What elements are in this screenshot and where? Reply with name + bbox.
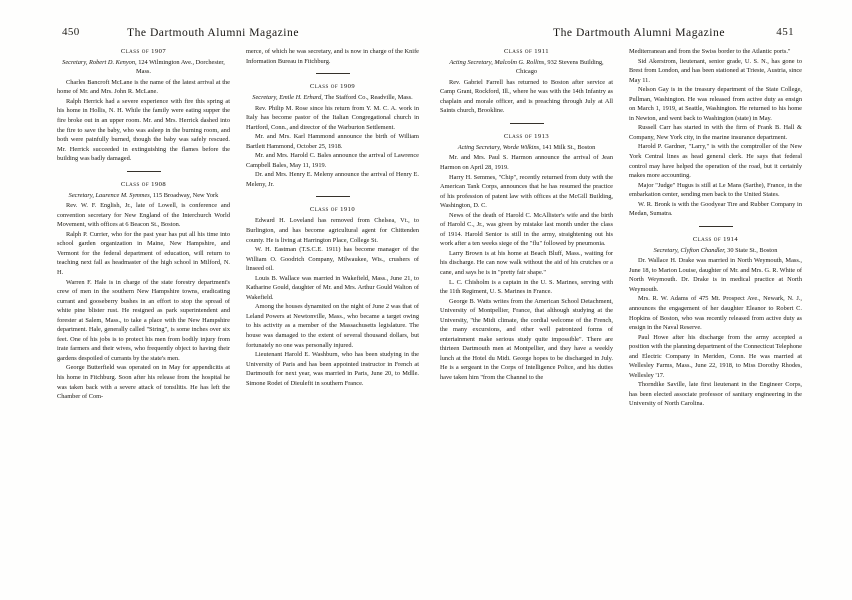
paragraph: Rev. Philip M. Rose since his return from Y. M. C. A. work in Italy has become pastor of the Italian Congregational church in Hartford, Conn., and director of the Warburton Settlement. (246, 104, 419, 131)
paragraph: Nelson Gay is in the treasury department of the State College, Pullman, Washington. He was released from active duty as ensign on March 1, 1919, at Seattle, Washington. He returned to his home in Newton, and went back to Washington (state) in May. (629, 86, 802, 122)
secretary-italic: Secretary, Laurence M. Symmes, (68, 191, 152, 199)
paragraph: Rev. W. F. English, Jr., late of Lowell, is conference and convention secretary for New England of the Interchurch World Movement, with offices at 6 Beacon St., Boston. (57, 202, 230, 229)
paragraph-continuation: Mediterranean and from the Swiss border to the Atlantic ports." (629, 48, 791, 55)
paragraph: Mr. and Mrs. Karl Hammond announce the birth of William Bartlett Hammond, October 25, 1918. (246, 133, 419, 150)
secretary-line-1908 (57, 191, 230, 200)
paragraph: Dr. and Mrs. Henry E. Meleny announce the arrival of Henry E. Meleny, Jr. (246, 171, 419, 188)
section-heading-1907: Class of 1907 (120, 48, 167, 55)
section-divider-rule (510, 123, 544, 124)
paragraph: News of the death of Harold C. McAllister's wife and the birth of Harold C., Jr., was given by mistake last month under the class of 1914. Harold Senior is still in the army, straightening out his work after a ten weeks siege of the "flu" followed by pneumonia. (440, 211, 613, 248)
left-page-columns (57, 47, 419, 586)
secretary-italic: Secretary, Emile H. Erhard, (252, 94, 323, 102)
section-divider-rule (316, 196, 350, 197)
magazine-title-left: The Dartmouth Alumni Magazine (127, 25, 299, 39)
paragraph: Mr. and Mrs. Harold C. Bales announce the arrival of Lawrence Campbell Bales, May 11, 1919. (246, 152, 419, 169)
paragraph: Mrs. R. W. Adams of 475 Mt. Prospect Ave., Newark, N. J., announces the engagement of her daughter Eleanor to Robert C. Hopkins of Boston, who was recently released from active duty as ensign in the Naval Reserve. (629, 295, 802, 332)
running-head-right (426, 24, 852, 40)
paragraph: Larry Brown is at his home at Beach Bluff, Mass., waiting for his discharge. He can now walk without the aid of his crutches or a cane, and says he is in "pretty fair shape." (440, 249, 613, 276)
secretary-roman: 932 Stevens Building, Chicago (515, 59, 604, 76)
column-4 (629, 47, 802, 586)
folio-right: 451 (776, 26, 794, 38)
section-divider-rule (699, 226, 733, 227)
paragraph: Dr. Wallace H. Drake was married in North Weymouth, Mass., June 18, to Marion Louise, daughter of Mr. and Mrs. G. R. White of North Weymouth. Dr. Drake is in medical practice at North Weymouth. (629, 257, 802, 293)
section-heading-1911: Class of 1911 (503, 48, 550, 55)
paragraph: Harold P. Gardner, "Larry," is with the comptroller of the New York Central lines as head general clerk. He says that federal control may have helped the operation of the road, but it certainly makes more accounting. (629, 143, 802, 180)
secretary-line-1914 (629, 246, 802, 255)
secretary-italic: Acting Secretary, Malcolm G. Rollins, (449, 59, 546, 66)
paragraph: Sid Akerstrom, lieutenant, senior grade, U. S. N., has gone to Brest from London, and has been stationed at Trieste, Austria, since May 11. (629, 57, 802, 84)
paragraph: Ralph P. Currier, who for the past year has put all his time into school garden organization in Maine, New Hampshire, and Vermont for the federal department of education, will return to teaching next fall as headmaster of the high school in Milford, N. H. (57, 230, 230, 276)
right-page-columns (440, 47, 806, 586)
secretary-roman: The Stafford Co., Readville, Mass. (322, 94, 413, 102)
paragraph: Louis B. Wallace was married in Wakefield, Mass., June 21, to Katharine Gould, daughter of Mr. and Mrs. Arthur Gould Walton of Wakefield. (246, 274, 419, 301)
running-head-left (0, 24, 426, 40)
paragraph: L. C. Chisholm is a captain in the U. S. Marines, serving with the 11th Regiment, U. S. Marines in France. (440, 278, 613, 296)
section-heading-1913: Class of 1913 (503, 133, 550, 140)
column-2 (246, 47, 419, 586)
secretary-line-1907 (57, 58, 230, 77)
section-divider-rule (127, 171, 161, 172)
paragraph: Russell Carr has started in with the firm of Frank B. Hall & Company, New York city, in the marine insurance department. (629, 124, 802, 141)
folio-left: 450 (62, 26, 80, 38)
section-divider-rule (316, 73, 350, 74)
paragraph: Edward H. Loveland has removed from Chelsea, Vt., to Burlington, and has become agricultural agent for Chittenden county. He is living at Harrington Place, College St. (246, 217, 419, 244)
paragraph: Mr. and Mrs. Paul S. Harmon announce the arrival of Jean Harmon on April 28, 1919. (440, 154, 613, 171)
secretary-roman: 141 Milk St., Boston (540, 144, 596, 151)
secretary-italic: Acting Secretary, Worde Wilkins, (457, 144, 541, 151)
paragraph: Warren F. Hale is in charge of the state forestry department's crew of men in the southern New Hampshire towns, eradicating currant and gooseberry bushes in an effort to stop the spread of white pine blister rust. He resigned as park superintendent and forester at Salem, Mass., to take a place with the New Hampshire department. Hale, generally called "String", is some inches over six feet. One of his jobs is to protect his men from bodily injury from irate farmers and their wives, who frequently object to having their gardens despoiled of currants by the state's men. (57, 278, 230, 362)
paragraph: George Butterfield was operated on in May for appendicitis at his home in Fitchburg. Soon after his release from the hospital he was taken back with a severe attack of tonsilitis. He has left the Chamber of Com- (57, 364, 230, 401)
secretary-roman: 115 Broadway, New York (151, 191, 219, 199)
section-heading-1914: Class of 1914 (692, 235, 739, 243)
paragraph: Paul Howe after his discharge from the army accepted a position with the planning department of the Connecticut Telephone and Electric Company in Meriden, Conn. He was married at Wellesley Farms, Mass., June 22, 1918, to Miss Dorothy Rhodes, Wellesley '17. (629, 333, 802, 379)
paragraph: Thorndike Saville, late first lieutenant in the Engineer Corps, has been elected associate professor of sanitary engineering in the University of North Carolina. (629, 381, 802, 408)
paragraph: Rev. Gabriel Farrell has returned to Boston after service at Camp Grant, Rockford, Ill., where he was with the 14th Infantry as chaplain and morale officer, and is preaching through July at All Saints church, Brookline. (440, 78, 613, 115)
column-3 (440, 47, 613, 586)
paragraph: W. H. Eastman (T.S.C.E. 1911) has become manager of the William O. Goodrich Company, Milwaukee, Wis., crushers of linseed oil. (246, 246, 419, 273)
section-heading-1910: Class of 1910 (309, 206, 356, 214)
paragraph: Charles Bancroft McLane is the name of the latest arrival at the home of Mr. and Mrs. John R. McLane. (57, 78, 230, 96)
column-1 (57, 47, 230, 586)
paragraph: Lieutenant Harold E. Washburn, who has been studying in the University of Paris and has been appointed instructor in French at Dartmouth for next year, was married in Paris, June 20, to Mdlle. Simone Rodet of Dieulefit in southern France. (246, 351, 419, 387)
paragraph-continuation: merce, of which he was secretary, and is now in charge of the Knife Information Bureau in Fitchburg. (246, 48, 419, 65)
paragraph: Major "Judge" Hugus is still at Le Mans (Sarthe), France, in the embarkation center, sending men back to the United States. (629, 181, 802, 199)
secretary-italic: Secretary, Clyfton Chandler, (653, 246, 726, 254)
section-heading-1909: Class of 1909 (309, 83, 356, 91)
paragraph: Harry H. Semmes, "Chip", recently returned from duty with the American Tank Corps, announces that he has resumed the practice of his profession of patent law with offices at the McGill Building, Washington, D. C. (440, 173, 613, 210)
secretary-italic: Secretary, Robert D. Kenyon, (62, 59, 137, 66)
magazine-title-right: The Dartmouth Alumni Magazine (553, 25, 725, 39)
page-451 (426, 0, 852, 600)
secretary-roman: 124 Wilmington Ave., Dorchester, Mass. (136, 59, 225, 76)
paragraph: Among the houses dynamited on the night of June 2 was that of Leland Powers at Newtonville, Mass., who became a target owing to his activity as a member of the Massachusetts legislature. The house was damaged to the extent of several thousand dollars, but fortunately no one was personally injured. (246, 303, 419, 349)
secretary-roman: 30 State St., Boston (725, 246, 778, 254)
secretary-line-1911 (440, 58, 613, 77)
paragraph: W. R. Bronk is with the Goodyear Tire and Rubber Company in Medan, Sumatra. (629, 200, 802, 218)
paragraph: George B. Watts writes from the American School Detachment, University of Montpellier, France, that although studying at the University, "the Midi climate, the cordial welcome of the French, the many excursions, and other well patronized forms of entertainment make serious study quite impossible". There are thirteen Dartmouth men at Montpellier, and they have a weekly lunch at the Hotel du Midi. George hopes to be discharged in July. He is a sergeant in the Corps of Intelligence Police, and his duties have taken him "from the Channel to the (440, 297, 613, 381)
secretary-line-1913 (440, 143, 613, 152)
secretary-line-1909 (246, 93, 419, 102)
section-heading-1908: Class of 1908 (120, 180, 167, 188)
paragraph: Ralph Herrick had a severe experience with fire this spring at his home in Hollis, N. H. While the family were eating supper the fire broke out in an upper room. Mr. and Mrs. Herrick dashed into the fire to save the baby, who was asleep in the burning room, and both were painfully burned, though the baby was safely rescued. Mr. Herrick succeeded in extinguishing the flames before the building was badly damaged. (57, 97, 230, 163)
